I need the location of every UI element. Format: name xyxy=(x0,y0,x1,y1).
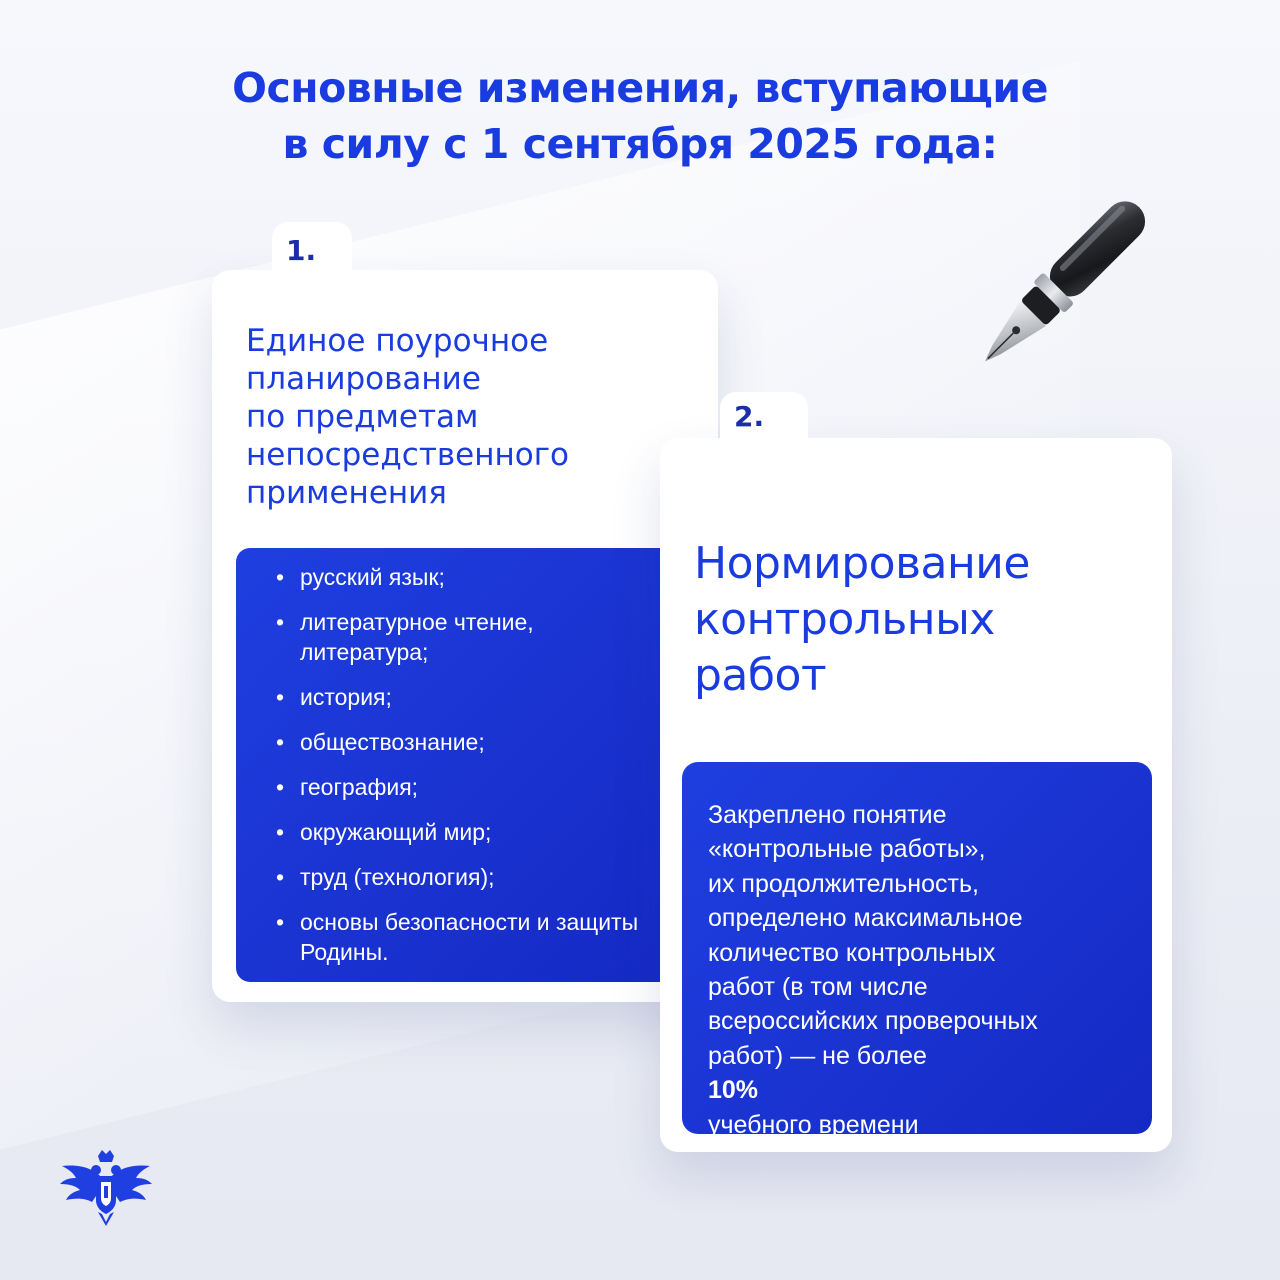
page-title-line-1: Основные изменения, вступающие xyxy=(232,64,1048,112)
description-text xyxy=(708,798,1148,1142)
card-1-heading-line: применения xyxy=(246,475,447,511)
card-2-heading-line: работ xyxy=(694,650,827,701)
description-line: всероссийских проверочных xyxy=(708,1007,1038,1036)
subject-label: основы безопасности и защиты Родины. xyxy=(300,909,639,965)
list-item xyxy=(276,607,666,667)
bullet-icon: • xyxy=(276,774,285,800)
description-line: Закреплено понятие xyxy=(708,801,947,829)
description-line: «контрольные работы», xyxy=(708,835,986,864)
subject-label: окружающий мир; xyxy=(300,819,492,845)
percentage-value: 10% xyxy=(708,1076,759,1105)
bullet-icon: • xyxy=(276,684,285,710)
subject-label: труд (технология); xyxy=(300,864,495,890)
bullet-icon: • xyxy=(276,909,285,935)
card-2-heading-line: Нормирование xyxy=(694,538,1030,589)
bullet-icon: • xyxy=(276,609,285,635)
card-2-number: 2. xyxy=(734,400,765,433)
card-1-heading-line: по предметам xyxy=(246,399,479,435)
description-line: учебного времени xyxy=(708,1110,919,1139)
subjects-panel xyxy=(236,548,676,982)
subjects-list xyxy=(276,562,666,982)
description-line: их продолжительность, xyxy=(708,869,979,898)
bullet-icon: • xyxy=(276,864,285,890)
card-1-number: 1. xyxy=(286,234,317,267)
description-line: определено максимальное xyxy=(708,904,1023,933)
list-item xyxy=(276,862,666,892)
description-line xyxy=(708,1039,1148,1108)
card-2-heading xyxy=(694,536,1164,704)
card-1-heading xyxy=(246,322,706,512)
subject-label: литературное чтение, литература; xyxy=(300,609,534,665)
bullet-icon: • xyxy=(276,819,285,845)
card-test-regulation xyxy=(660,438,1172,1152)
subject-label: история; xyxy=(300,684,392,710)
fountain-pen-icon xyxy=(955,180,1165,390)
page-title xyxy=(0,60,1280,172)
card-1-tab xyxy=(272,222,352,280)
list-item xyxy=(276,682,666,712)
list-item xyxy=(276,772,666,802)
subject-label: география; xyxy=(300,774,419,800)
bullet-icon: • xyxy=(276,729,285,755)
card-1-heading-line: Единое поурочное xyxy=(246,323,549,359)
description-panel xyxy=(682,762,1152,1139)
list-item xyxy=(276,817,666,847)
card-2-tab xyxy=(720,392,808,450)
list-item xyxy=(276,907,666,967)
card-lesson-planning xyxy=(212,270,718,1002)
list-item xyxy=(276,727,666,757)
list-item xyxy=(276,562,666,592)
card-1-heading-line: планирование xyxy=(246,361,481,397)
description-line: количество контрольных xyxy=(708,938,996,967)
double-headed-eagle-emblem-icon xyxy=(58,1150,154,1230)
description-pre-bold: работ) — не более xyxy=(708,1041,927,1070)
subject-label: русский язык; xyxy=(300,564,445,590)
description-line: работ (в том числе xyxy=(708,973,928,1002)
page-title-line-2: в силу с 1 сентября 2025 года: xyxy=(282,120,998,168)
bullet-icon: • xyxy=(276,564,285,590)
card-1-heading-line: непосредственного xyxy=(246,437,570,473)
subject-label: обществознание; xyxy=(300,729,485,755)
card-2-heading-line: контрольных xyxy=(694,594,995,645)
